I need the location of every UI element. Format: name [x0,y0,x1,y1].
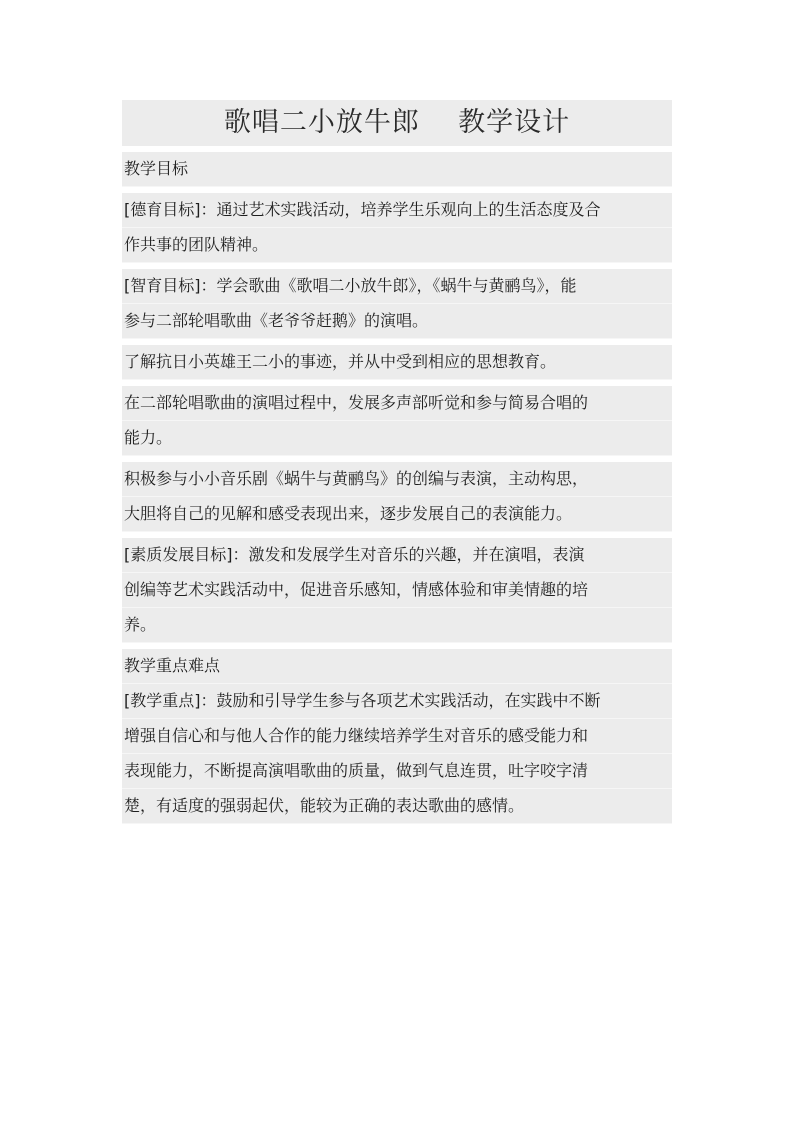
document-title: 歌唱二小放牛郎 教学设计 [122,100,672,146]
text-line: 养。 [122,608,672,643]
text-line: 积极参与小小音乐剧《蜗牛与黄鹂鸟》的创编与表演，主动构思， [122,462,672,497]
document-page [122,100,672,824]
text-line: [德育目标]：通过艺术实践活动，培养学生乐观向上的生活态度及合 [122,193,672,228]
text-line: 了解抗日小英雄王二小的事迹，并从中受到相应的思想教育。 [122,345,672,380]
text-line: 楚，有适度的强弱起伏，能较为正确的表达歌曲的感情。 [122,789,672,824]
text-line: [智育目标]：学会歌曲《歌唱二小放牛郎》，《蜗牛与黄鹂鸟》，能 [122,269,672,304]
text-line: 参与二部轮唱歌曲《老爷爷赶鹅》的演唱。 [122,304,672,339]
section-heading-objectives: 教学目标 [122,152,672,187]
text-line: 能力。 [122,421,672,456]
text-line: 增强自信心和与他人合作的能力继续培养学生对音乐的感受能力和 [122,719,672,754]
section-heading-key-points: 教学重点难点 [122,649,672,684]
text-line: [素质发展目标]：激发和发展学生对音乐的兴趣，并在演唱，表演 [122,538,672,573]
text-line: 创编等艺术实践活动中，促进音乐感知，情感体验和审美情趣的培 [122,573,672,608]
text-line: 在二部轮唱歌曲的演唱过程中，发展多声部听觉和参与简易合唱的 [122,386,672,421]
text-line: 作共事的团队精神。 [122,228,672,263]
text-line: 大胆将自己的见解和感受表现出来，逐步发展自己的表演能力。 [122,497,672,532]
text-line: [教学重点]：鼓励和引导学生参与各项艺术实践活动，在实践中不断 [122,684,672,719]
text-line: 表现能力，不断提高演唱歌曲的质量，做到气息连贯，吐字咬字清 [122,754,672,789]
